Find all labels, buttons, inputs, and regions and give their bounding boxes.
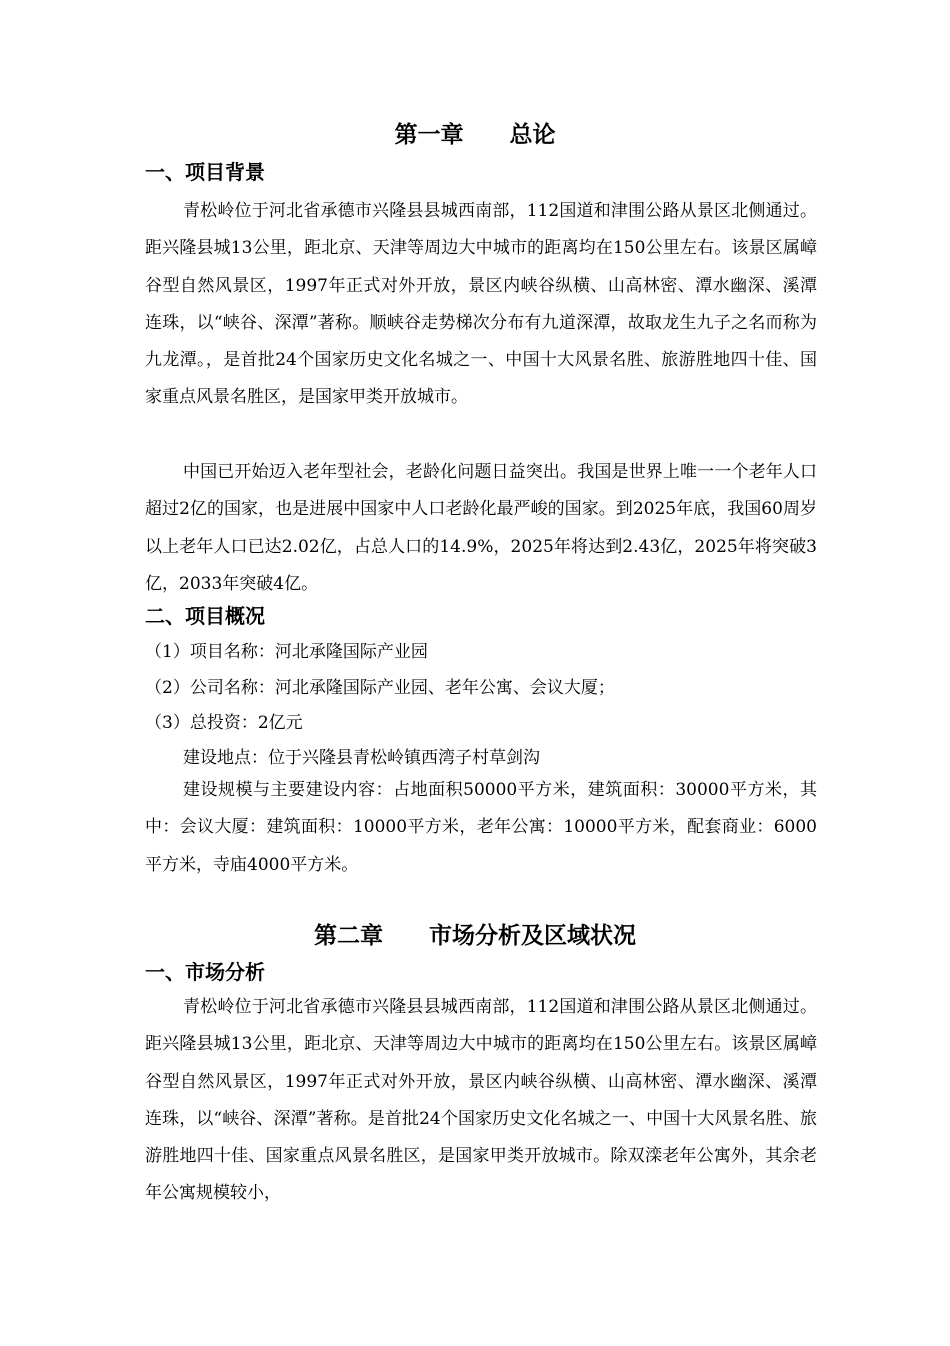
chapter-1-title: 第一章 总论 (394, 121, 556, 148)
overview-item-project-name: （1）项目名称：河北承隆国际产业园 (145, 642, 428, 662)
overview-item-company-name: （2）公司名称：河北承隆国际产业园、老年公寓、会议大厦； (145, 678, 615, 698)
section-1-1-heading: 一、项目背景 (145, 160, 265, 184)
overview-item-investment: （3）总投资：2亿元 (145, 713, 303, 733)
market-analysis-paragraph: 青松岭位于河北省承德市兴隆县县城西南部，112国道和津围公路从景区北侧通过。距兴隆县城13公里，距北京、天津等周边大中城市的距离均在150公里左右。该景区属嶂谷型自然风景区，1997年正式对外开放，景区内峡谷纵横、山高林密、潭水幽深、溪潭连珠，以“峡谷、深潭”著称。是首批24个国家历史文化名城之一、中国十大风景名胜、旅游胜地四十佳、国家重点风景名胜区，是国家甲类开放城市。除双滦老年公寓外，其余老年公寓规模较小， (145, 997, 817, 1204)
overview-location: 建设地点：位于兴隆县青松岭镇西湾子村草剑沟 (183, 748, 540, 768)
section-1-2-heading: 二、项目概况 (145, 604, 265, 628)
chapter-2-title: 第二章 市场分析及区域状况 (314, 922, 636, 949)
background-paragraph-1: 青松岭位于河北省承德市兴隆县县城西南部，112国道和津围公路从景区北侧通过。距兴隆县城13公里，距北京、天津等周边大中城市的距离均在150公里左右。该景区属嶂谷型自然风景区，1997年正式对外开放，景区内峡谷纵横、山高林密、潭水幽深、溪潭连珠，以“峡谷、深潭”著称。顺峡谷走势梯次分布有九道深潭，故取龙生九子之名而称为九龙潭。，是首批24个国家历史文化名城之一、中国十大风景名胜、旅游胜地四十佳、国家重点风景名胜区，是国家甲类开放城市。 (145, 201, 817, 408)
overview-scale-paragraph: 建设规模与主要建设内容：占地面积50000平方米，建筑面积：30000平方米，其中：会议大厦：建筑面积：10000平方米，老年公寓：10000平方米，配套商业：6000平方米，寺庙4000平方米。 (145, 780, 817, 875)
section-2-1-heading: 一、市场分析 (145, 960, 265, 984)
background-paragraph-2: 中国已开始迈入老年型社会，老龄化问题日益突出。我国是世界上唯一一个老年人口超过2亿的国家，也是进展中国家中人口老龄化最严峻的国家。到2025年底，我国60周岁以上老年人口已达2.02亿，占总人口的14.9%，2025年将达到2.43亿，2025年将突破3亿，2033年突破4亿。 (145, 462, 817, 594)
